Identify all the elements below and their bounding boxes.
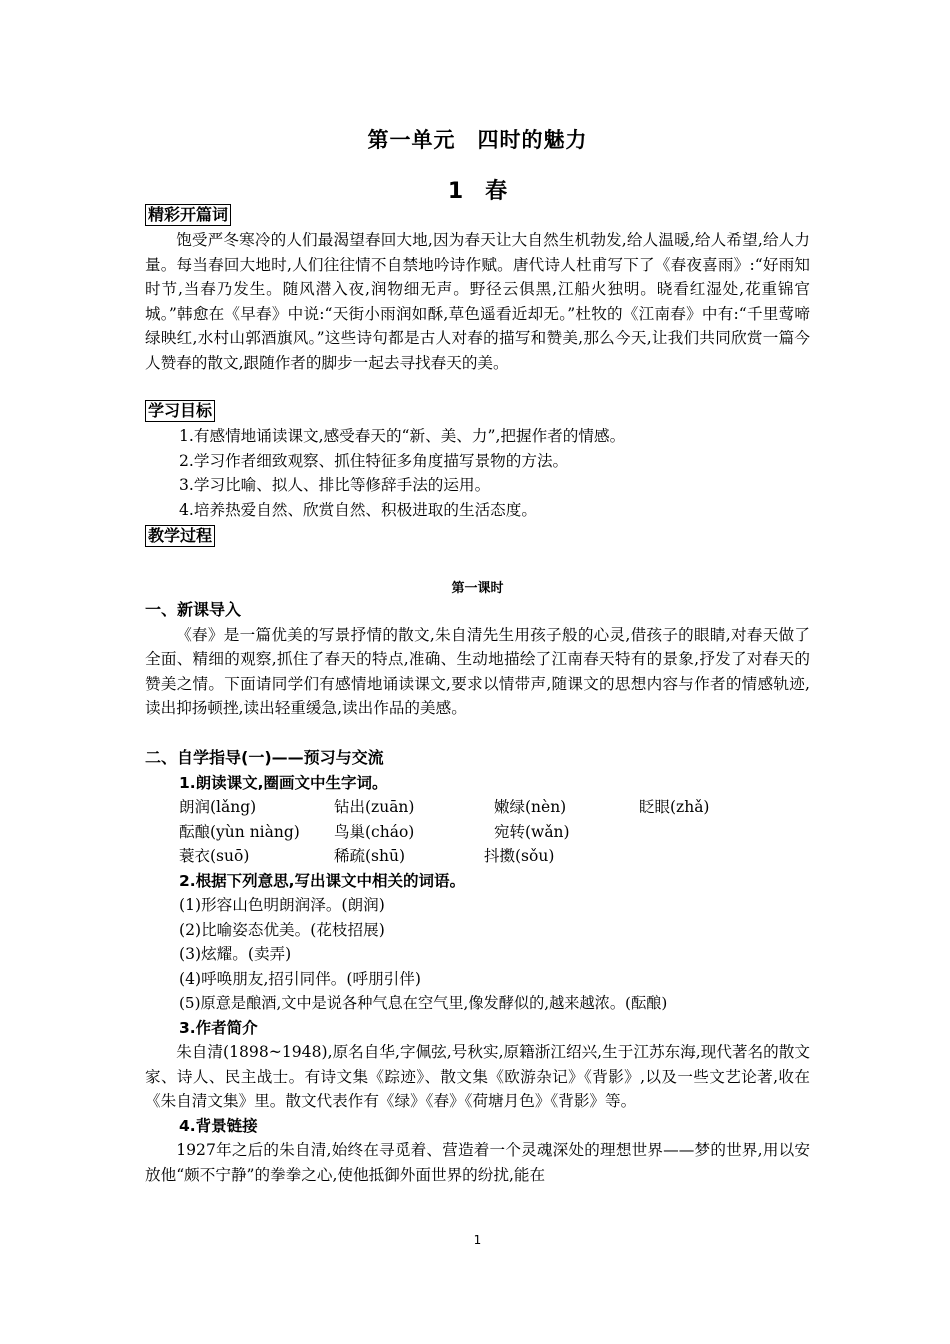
vocab-word: 宛转(wǎn) [494, 822, 570, 841]
definition-item: (2)比喻姿态优美。(花枝招展) [179, 920, 385, 939]
vocab-word: 朗润(lǎng) [179, 798, 257, 816]
definition-item: (1)形容山色明朗润泽。(朗润) [179, 896, 385, 914]
goals-heading: 学习目标 [145, 400, 215, 422]
sub1-heading: 1.朗读课文,圈画文中生字词。 [179, 773, 388, 792]
word-row [145, 820, 810, 845]
goal-item: 2.学习作者细致观察、抓住特征多角度描写景物的方法。 [179, 451, 569, 470]
vocab-word: 鸟巢(cháo) [334, 822, 415, 841]
vocab-word: 酝酿(yùn niàng) [179, 822, 300, 841]
lesson-title: 1 春 [447, 179, 508, 204]
section2-heading: 二、自学指导(一)——预习与交流 [145, 748, 384, 767]
vocab-word: 抖擞(sǒu) [484, 847, 555, 865]
page-number: 1 [473, 1233, 482, 1247]
goal-item: 1.有感情地诵读课文,感受春天的“新、美、力”,把握作者的情感。 [179, 427, 626, 445]
background-text: 1927年之后的朱自清,始终在寻觅着、营造着一个灵魂深处的理想世界——梦的世界,用以安放他“颇不宁静”的拳拳之心,使他抵御外面世界的纷扰,能在 [145, 1141, 810, 1184]
section-self-study [145, 746, 810, 1187]
unit-title: 第一单元 四时的魅力 [367, 128, 588, 152]
section1-heading: 一、新课导入 [145, 600, 242, 619]
process-heading: 教学过程 [145, 525, 215, 547]
vocab-word: 钻出(zuān) [334, 798, 415, 816]
word-row [145, 795, 810, 820]
goal-item: 3.学习比喻、拟人、排比等修辞手法的运用。 [179, 476, 491, 494]
section1-text: 《春》是一篇优美的写景抒情的散文,朱自清先生用孩子般的心灵,借孩子的眼睛,对春天做了全面、精细的观察,抓住了春天的特点,准确、生动地描绘了江南春天特有的景象,抒发了对春天的赞美之情。下面请同学们有感情地诵读课文,要求以情带声,随课文的思想内容与作者的情感轨迹,读出抑扬顿挫,读出轻重缓急,读出作品的美感。 [145, 625, 810, 717]
session-title: 第一课时 [451, 581, 504, 596]
definition-item: (4)呼唤朋友,招引同伴。(呼朋引伴) [179, 969, 421, 988]
definition-item: (5)原意是酿酒,文中是说各种气息在空气里,像发酵似的,越来越浓。(酝酿) [179, 994, 668, 1012]
opening-text: 饱受严冬寒冷的人们最渴望春回大地,因为春天让大自然生机勃发,给人温暖,给人希望,给人力量。每当春回大地时,人们往往情不自禁地吟诗作赋。唐代诗人杜甫写下了《春夜喜雨》:“好雨知时节,当春乃发生。随风潜入夜,润物细无声。野径云俱黑,江船火独明。晓看红湿处,花重锦官城。”韩愈在《早春》中说:“天街小雨润如酥,草色遥看近却无。”杜牧的《江南春》中有:“千里莺啼绿映红,水村山郭酒旗风。”这些诗句都是古人对春的描写和赞美,那么今天,让我们共同欣赏一篇今人赞春的散文,跟随作者的脚步一起去寻找春天的美。 [145, 231, 810, 372]
vocab-word: 嫩绿(nèn) [494, 798, 567, 816]
process-section [145, 525, 810, 547]
opening-heading: 精彩开篇词 [145, 204, 231, 226]
goals-section [145, 400, 810, 522]
goal-item: 4.培养热爱自然、欣赏自然、积极进取的生活态度。 [179, 500, 537, 519]
vocab-word: 眨眼(zhǎ) [639, 798, 710, 816]
section-intro [145, 598, 810, 721]
author-text: 朱自清(1898~1948),原名自华,字佩弦,号秋实,原籍浙江绍兴,生于江苏东海,现代著名的散文家、诗人、民主战士。有诗文集《踪迹》、散文集《欧游杂记》《背影》,以及一些文艺论著,收在《朱自清文集》里。散文代表作有《绿》《春》《荷塘月色》《背影》等。 [145, 1043, 810, 1110]
sub2-heading: 2.根据下列意思,写出课文中相关的词语。 [179, 871, 466, 890]
sub3-heading: 3.作者简介 [179, 1018, 258, 1037]
word-row [145, 844, 810, 869]
opening-section [145, 204, 810, 375]
vocab-word: 蓑衣(suō) [179, 847, 250, 865]
vocab-word: 稀疏(shū) [334, 847, 406, 865]
sub4-heading: 4.背景链接 [179, 1116, 258, 1135]
definition-item: (3)炫耀。(卖弄) [179, 945, 292, 963]
